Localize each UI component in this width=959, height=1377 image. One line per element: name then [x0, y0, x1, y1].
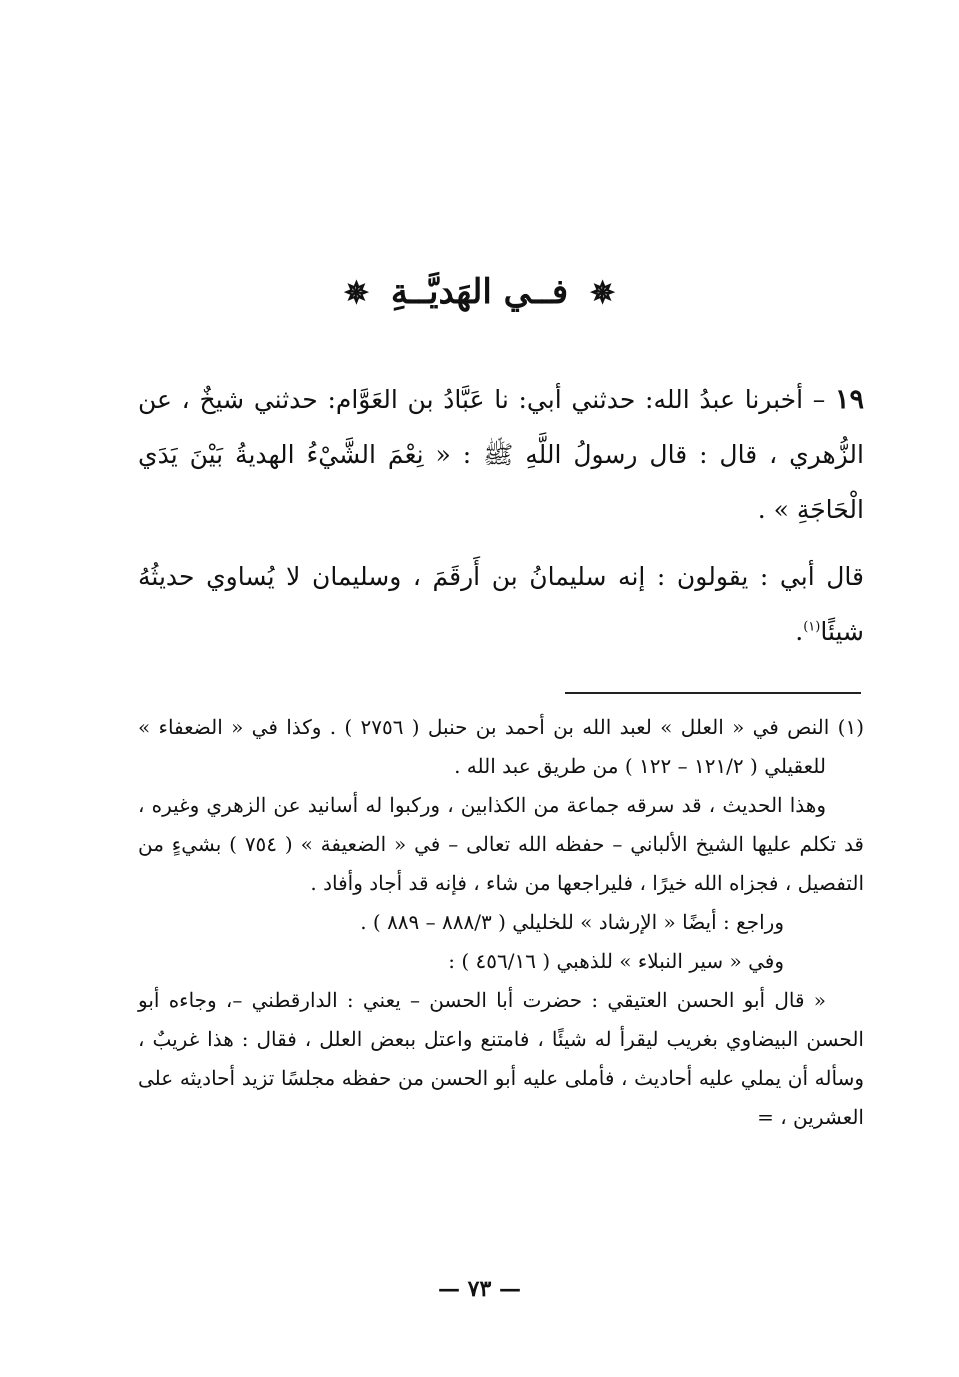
chapter-title [0, 262, 959, 324]
footnote-line: وهذا الحديث ، قد سرقه جماعة من الكذابين ، وركبوا له أسانيد عن الزهري وغيره ، قد تكلم عليها الشيخ الألباني – حفظه الله تعالى – في « الضعيفة » ( ٧٥٤ ) بشيءٍ من التفصيل ، فجزاه الله خيرًا ، فليراجعها من شاء ، فإنه قد أجاد وأفاد . [138, 793, 864, 895]
comment-paragraph [138, 549, 864, 659]
chapter-title-text: فــي الهَديَّــةِ [390, 272, 569, 312]
star-ornament-icon: ✵ [343, 276, 369, 311]
footnote-line: وفي « سير النبلاء » للذهبي ( ٤٥٦/١٦ ) : [448, 949, 784, 973]
comment-end: . [795, 617, 804, 646]
hadith-text: – أخبرنا عبدُ الله: حدثني أبي: نا عَبَّادُ بن العَوَّام: حدثني شيخٌ ، عن الزُّهري ، قال : قال رسولُ اللَّهِ ﷺ : « نِعْمَ الشَّيْءُ الهديةُ بَيْنَ يَدَي الْحَاجَةِ » . [138, 385, 864, 524]
main-text [138, 372, 864, 659]
footnote-divider [565, 692, 861, 694]
footnote-ref[interactable]: (١) [803, 619, 821, 635]
footnote-line: (١) النص في « العلل » لعبد الله بن أحمد بن حنبل ( ٢٧٥٦ ) . وكذا في « الضعفاء » للعقيلي ( ١٢١/٢ – ١٢٢ ) من طريق عبد الله . [138, 715, 865, 778]
star-ornament-icon: ✵ [589, 276, 616, 311]
page-number: — ٧٣ — [438, 1276, 521, 1302]
footnote-line: وراجع : أيضًا « الإرشاد » للخليلي ( ٨٨٨/٣ – ٨٨٩ ) . [360, 910, 784, 934]
hadith-number: ١٩ [834, 384, 864, 415]
comment-text: قال أبي : يقولون : إنه سليمانُ بن أَرقَمَ ، وسليمان لا يُساوي حديثُهُ شيئًا [138, 562, 864, 646]
hadith-paragraph [138, 372, 864, 537]
footnotes [138, 708, 864, 1137]
footnote-line: « قال أبو الحسن العتيقي : حضرت أبا الحسن – يعني : الدارقطني –، وجاءه أبو الحسن البيضاوي بغريب ليقرأ له شيئًا ، فامتنع واعتل ببعض العلل ، فقال : هذا غريبٌ ، وسأله أن يملي عليه أحاديث ، فأملى عليه أبو الحسن من حفظه مجلسًا تزيد أحاديثه على العشرين ، = [138, 988, 864, 1129]
